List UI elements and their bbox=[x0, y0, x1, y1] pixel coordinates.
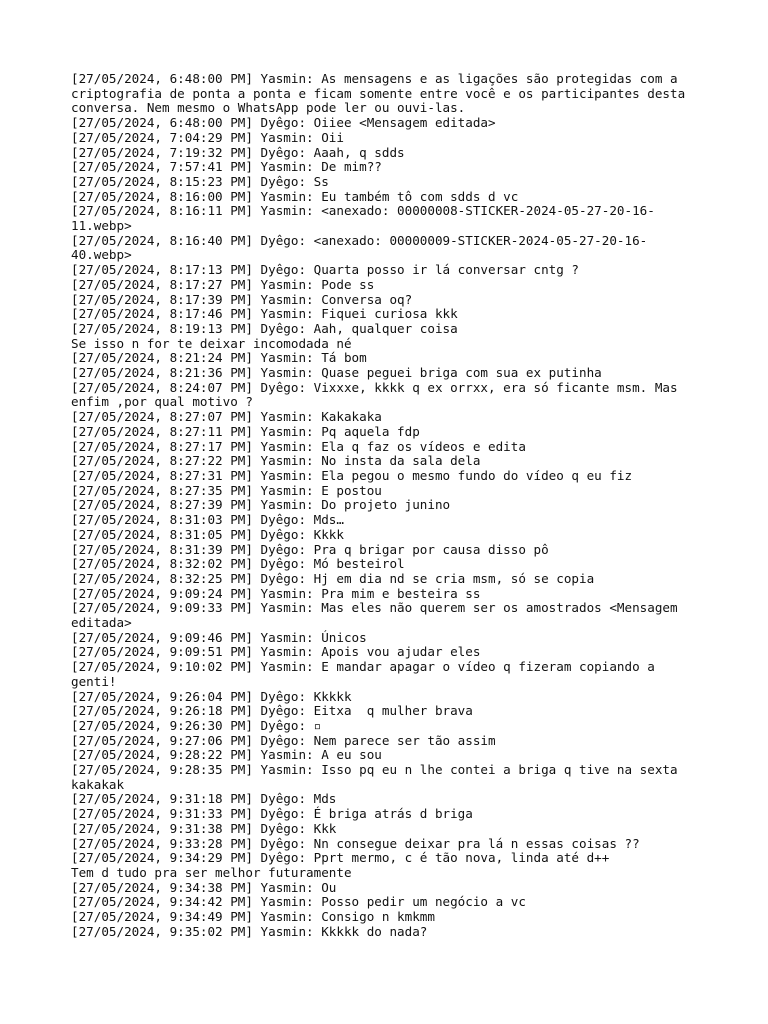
chat-line: [27/05/2024, 9:26:04 PM] Dyêgo: Kkkkk bbox=[71, 688, 352, 704]
chat-line: [27/05/2024, 9:34:42 PM] Yasmin: Posso pedir um negócio a vc bbox=[71, 894, 526, 910]
chat-line: [27/05/2024, 9:34:38 PM] Yasmin: Ou bbox=[71, 879, 337, 895]
chat-line: [27/05/2024, 8:15:23 PM] Dyêgo: Ss bbox=[71, 173, 329, 189]
chat-line: kakakak bbox=[71, 776, 125, 792]
chat-line: [27/05/2024, 8:27:39 PM] Yasmin: Do projeto junino bbox=[71, 497, 451, 513]
chat-line: [27/05/2024, 8:17:39 PM] Yasmin: Conversa oq? bbox=[71, 291, 413, 307]
chat-line: [27/05/2024, 8:31:03 PM] Dyêgo: Mds… bbox=[71, 512, 344, 528]
chat-line: [27/05/2024, 9:34:29 PM] Dyêgo: Pprt mermo, c é tão nova, linda até d++ bbox=[71, 850, 610, 866]
chat-export-text bbox=[71, 72, 728, 939]
chat-line: [27/05/2024, 8:21:36 PM] Yasmin: Quase peguei briga com sua ex putinha bbox=[71, 365, 602, 381]
chat-line: [27/05/2024, 8:27:11 PM] Yasmin: Pq aquela fdp bbox=[71, 423, 420, 439]
chat-line: [27/05/2024, 8:17:27 PM] Yasmin: Pode ss bbox=[71, 276, 375, 292]
chat-line: [27/05/2024, 8:27:07 PM] Yasmin: Kakakaka bbox=[71, 409, 382, 425]
chat-line: editada> bbox=[71, 615, 132, 631]
chat-line: [27/05/2024, 9:26:30 PM] Dyêgo: ▫ bbox=[71, 717, 322, 733]
chat-line: [27/05/2024, 8:24:07 PM] Dyêgo: Vixxxe, kkkk q ex orrxx, era só ficante msm. Mas bbox=[71, 379, 678, 395]
chat-line: [27/05/2024, 8:16:00 PM] Yasmin: Eu também tô com sdds d vc bbox=[71, 188, 519, 204]
chat-line: [27/05/2024, 8:16:40 PM] Dyêgo: <anexado: 00000009-STICKER-2024-05-27-20-16- bbox=[71, 232, 648, 248]
chat-line: [27/05/2024, 8:32:02 PM] Dyêgo: Mó besteirol bbox=[71, 556, 405, 572]
chat-line: [27/05/2024, 9:31:38 PM] Dyêgo: Kkk bbox=[71, 820, 337, 836]
chat-line: [27/05/2024, 8:27:31 PM] Yasmin: Ela pegou o mesmo fundo do vídeo q eu fiz bbox=[71, 467, 633, 483]
chat-line: [27/05/2024, 8:27:22 PM] Yasmin: No insta da sala dela bbox=[71, 453, 481, 469]
chat-line: [27/05/2024, 9:27:06 PM] Dyêgo: Nem parece ser tão assim bbox=[71, 732, 496, 748]
chat-line: Tem d tudo pra ser melhor futuramente bbox=[71, 864, 352, 880]
chat-line: [27/05/2024, 8:27:35 PM] Yasmin: E postou bbox=[71, 482, 382, 498]
chat-line: Se isso n for te deixar incomodada né bbox=[71, 335, 352, 351]
chat-line: [27/05/2024, 8:27:17 PM] Yasmin: Ela q faz os vídeos e edita bbox=[71, 438, 526, 454]
chat-line: [27/05/2024, 9:09:46 PM] Yasmin: Únicos bbox=[71, 629, 367, 645]
chat-line: enfim ,por qual motivo ? bbox=[71, 394, 253, 410]
chat-line: [27/05/2024, 8:17:13 PM] Dyêgo: Quarta posso ir lá conversar cntg ? bbox=[71, 262, 579, 278]
chat-line: [27/05/2024, 9:09:33 PM] Yasmin: Mas eles não querem ser os amostrados <Mensagem bbox=[71, 600, 678, 616]
chat-line: [27/05/2024, 9:31:33 PM] Dyêgo: É briga atrás d briga bbox=[71, 806, 473, 822]
chat-line: [27/05/2024, 7:19:32 PM] Dyêgo: Aaah, q sdds bbox=[71, 144, 405, 160]
chat-line: [27/05/2024, 8:21:24 PM] Yasmin: Tá bom bbox=[71, 350, 367, 366]
chat-line: [27/05/2024, 9:28:35 PM] Yasmin: Isso pq eu n lhe contei a briga q tive na sexta bbox=[71, 762, 678, 778]
chat-line: [27/05/2024, 9:09:24 PM] Yasmin: Pra mim e besteira ss bbox=[71, 585, 481, 601]
chat-line: [27/05/2024, 8:32:25 PM] Dyêgo: Hj em dia nd se cria msm, só se copia bbox=[71, 570, 595, 586]
chat-line: [27/05/2024, 9:31:18 PM] Dyêgo: Mds bbox=[71, 791, 337, 807]
chat-line: [27/05/2024, 8:31:39 PM] Dyêgo: Pra q brigar por causa disso pô bbox=[71, 541, 549, 557]
chat-line: [27/05/2024, 9:10:02 PM] Yasmin: E mandar apagar o vídeo q fizeram copiando a bbox=[71, 659, 655, 675]
chat-line: [27/05/2024, 9:09:51 PM] Yasmin: Apois vou ajudar eles bbox=[71, 644, 481, 660]
chat-line: [27/05/2024, 9:26:18 PM] Dyêgo: Eitxa q mulher brava bbox=[71, 703, 473, 719]
chat-line: conversa. Nem mesmo o WhatsApp pode ler ou ouvi-las. bbox=[71, 100, 466, 116]
chat-line: 40.webp> bbox=[71, 247, 132, 263]
chat-line: [27/05/2024, 8:19:13 PM] Dyêgo: Aah, qualquer coisa bbox=[71, 320, 458, 336]
chat-line: [27/05/2024, 9:28:22 PM] Yasmin: A eu sou bbox=[71, 747, 382, 763]
chat-line: [27/05/2024, 6:48:00 PM] Yasmin: As mensagens e as ligações são protegidas com a bbox=[71, 71, 678, 86]
chat-line: [27/05/2024, 7:04:29 PM] Yasmin: Oii bbox=[71, 129, 344, 145]
chat-line: [27/05/2024, 7:57:41 PM] Yasmin: De mim?? bbox=[71, 159, 382, 175]
chat-line: [27/05/2024, 9:35:02 PM] Yasmin: Kkkkk do nada? bbox=[71, 923, 428, 939]
chat-line: [27/05/2024, 9:33:28 PM] Dyêgo: Nn consegue deixar pra lá n essas coisas ?? bbox=[71, 835, 640, 851]
chat-line: [27/05/2024, 6:48:00 PM] Dyêgo: Oiiee <Mensagem editada> bbox=[71, 115, 496, 131]
chat-line: [27/05/2024, 8:17:46 PM] Yasmin: Fiquei curiosa kkk bbox=[71, 306, 458, 322]
chat-line: criptografia de ponta a ponta e ficam somente entre você e os participantes desta bbox=[71, 85, 686, 101]
chat-line: [27/05/2024, 9:34:49 PM] Yasmin: Consigo n kmkmm bbox=[71, 909, 435, 925]
chat-line: genti! bbox=[71, 673, 117, 689]
chat-line: [27/05/2024, 8:31:05 PM] Dyêgo: Kkkk bbox=[71, 526, 344, 542]
chat-line: 11.webp> bbox=[71, 218, 132, 234]
chat-line: [27/05/2024, 8:16:11 PM] Yasmin: <anexado: 00000008-STICKER-2024-05-27-20-16- bbox=[71, 203, 655, 219]
